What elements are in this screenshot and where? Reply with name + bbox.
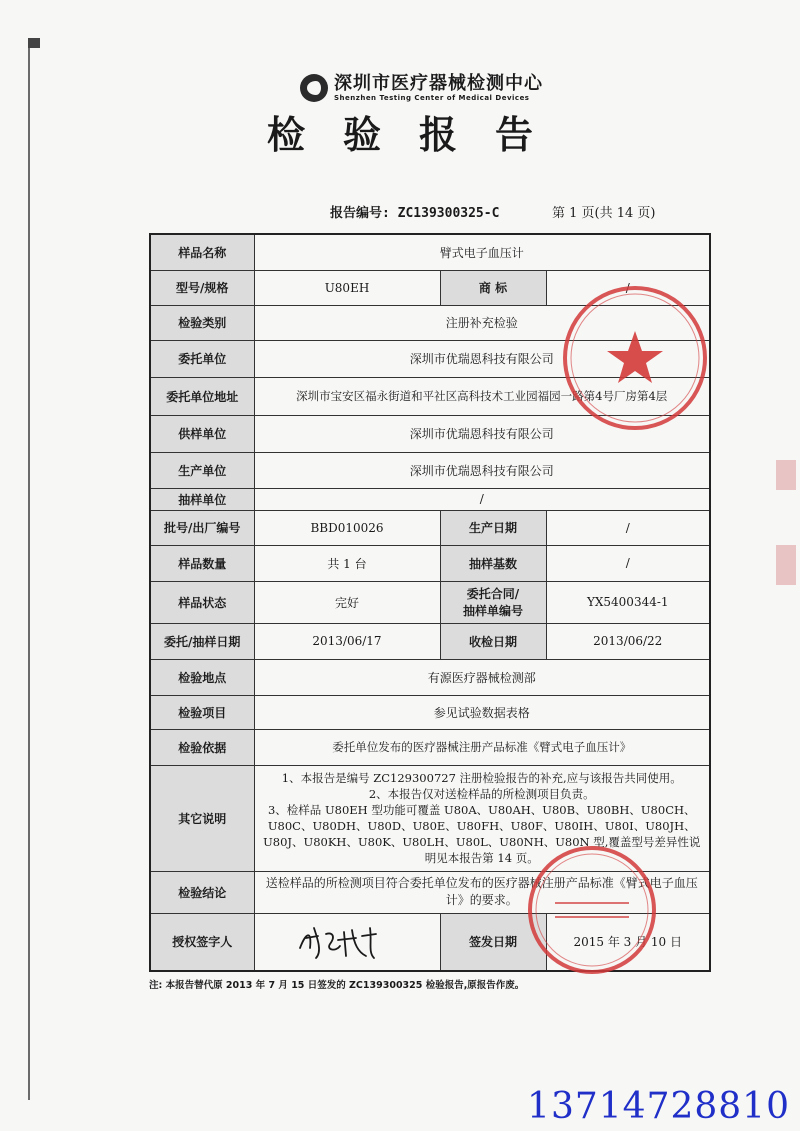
table-row (150, 377, 710, 415)
entrust-date-label: 委托/抽样日期 (150, 623, 254, 659)
state-value: 完好 (254, 581, 440, 623)
notes-value (254, 765, 710, 871)
issue-date-value: 2015 年 3 月 10 日 (546, 913, 710, 971)
conclusion-value: 送检样品的所检测项目符合委托单位发布的医疗器械注册产品标准《臂式电子血压计》的要求。 (254, 871, 710, 913)
table-row (150, 729, 710, 765)
production-date-label: 生产日期 (440, 510, 546, 545)
sample-name-value: 臂式电子血压计 (254, 234, 710, 270)
signature-cell (254, 913, 440, 971)
items-value: 参见试验数据表格 (254, 695, 710, 729)
supplier-value: 深圳市优瑞恩科技有限公司 (254, 415, 710, 452)
supplier-label: 供样单位 (150, 415, 254, 452)
test-type-label: 检验类别 (150, 305, 254, 340)
table-row (150, 695, 710, 729)
table-row (150, 488, 710, 510)
quantity-value: 共 1 台 (254, 545, 440, 581)
report-number: 报告编号: ZC139300325-C (330, 206, 500, 221)
sampling-base-value: / (546, 545, 710, 581)
org-emblem-icon (300, 74, 328, 102)
edge-red-mark (776, 545, 796, 585)
batch-value: BBD010026 (254, 510, 440, 545)
receive-date-label: 收检日期 (440, 623, 546, 659)
table-row (150, 765, 710, 871)
basis-value: 委托单位发布的医疗器械注册产品标准《臂式电子血压计》 (254, 729, 710, 765)
page-edge-corner (28, 38, 40, 48)
batch-label: 批号/出厂编号 (150, 510, 254, 545)
notes-label: 其它说明 (150, 765, 254, 871)
table-row (150, 545, 710, 581)
footnote: 注: 本报告替代原 2013 年 7 月 15 日签发的 ZC139300325 检验报告,原报告作废。 (149, 980, 525, 991)
sampling-unit-label: 抽样单位 (150, 488, 254, 510)
sampling-unit-value: / (254, 488, 710, 510)
test-type-value: 注册补充检验 (254, 305, 710, 340)
notes-line-1: 1、本报告是编号 ZC129300727 注册检验报告的补充,应与该报告共同使用。 (281, 771, 682, 785)
location-label: 检验地点 (150, 659, 254, 695)
conclusion-label: 检验结论 (150, 871, 254, 913)
manufacturer-label: 生产单位 (150, 452, 254, 488)
org-name-cn: 深圳市医疗器械检测中心 (334, 72, 543, 94)
table-row (150, 234, 710, 270)
quantity-label: 样品数量 (150, 545, 254, 581)
client-address-label: 委托单位地址 (150, 377, 254, 415)
brand-label: 商 标 (440, 270, 546, 305)
contract-value: YX5400344-1 (546, 581, 710, 623)
table-row (150, 623, 710, 659)
notes-line-3: 3、检样品 U80EH 型功能可覆盖 U80A、U80AH、U80B、U80BH、U80CH、U80C、U80DH、U80D、U80E、U80FH、U80F、U80IH、U80I、U80JH、U80J、U80KH、U80K、U80LH、U80L、U80NH、U80N 型,覆盖型号差异性说明见本报告第 14 页。 (263, 803, 701, 865)
signer-label: 授权签字人 (150, 913, 254, 971)
manufacturer-value: 深圳市优瑞恩科技有限公司 (254, 452, 710, 488)
table-row (150, 581, 710, 623)
phone-number: 13714728810 (527, 1086, 790, 1127)
sample-name-label: 样品名称 (150, 234, 254, 270)
edge-red-mark (776, 460, 796, 490)
table-row (150, 659, 710, 695)
production-date-value: / (546, 510, 710, 545)
table-row (150, 270, 710, 305)
handwritten-signature (292, 918, 402, 962)
page-indicator: 第 1 页(共 14 页) (552, 206, 656, 221)
report-table (149, 233, 711, 972)
table-row (150, 305, 710, 340)
model-label: 型号/规格 (150, 270, 254, 305)
contract-label-line2: 抽样单编号 (462, 604, 523, 618)
report-title: 检验报告 (266, 112, 571, 157)
location-value: 有源医疗器械检测部 (254, 659, 710, 695)
notes-line-2: 2、本报告仅对送检样品的所检测项目负责。 (368, 787, 595, 801)
table-row (150, 340, 710, 377)
state-label: 样品状态 (150, 581, 254, 623)
receive-date-value: 2013/06/22 (546, 623, 710, 659)
table-row (150, 871, 710, 913)
table-row (150, 415, 710, 452)
table-row (150, 913, 710, 971)
entrust-date-value: 2013/06/17 (254, 623, 440, 659)
issue-date-label: 签发日期 (440, 913, 546, 971)
brand-value: / (546, 270, 710, 305)
contract-label (440, 581, 546, 623)
sampling-base-label: 抽样基数 (440, 545, 546, 581)
table-row (150, 452, 710, 488)
basis-label: 检验依据 (150, 729, 254, 765)
table-row (150, 510, 710, 545)
model-value: U80EH (254, 270, 440, 305)
org-logo (300, 74, 543, 102)
client-label: 委托单位 (150, 340, 254, 377)
page-edge-line (28, 40, 30, 1100)
org-name-en: Shenzhen Testing Center of Medical Devices (334, 93, 530, 102)
items-label: 检验项目 (150, 695, 254, 729)
client-value: 深圳市优瑞恩科技有限公司 (254, 340, 710, 377)
client-address-value: 深圳市宝安区福永街道和平社区高科技术工业园福园一路第4号厂房第4层 (254, 377, 710, 415)
contract-label-line1: 委托合同/ (466, 587, 520, 601)
